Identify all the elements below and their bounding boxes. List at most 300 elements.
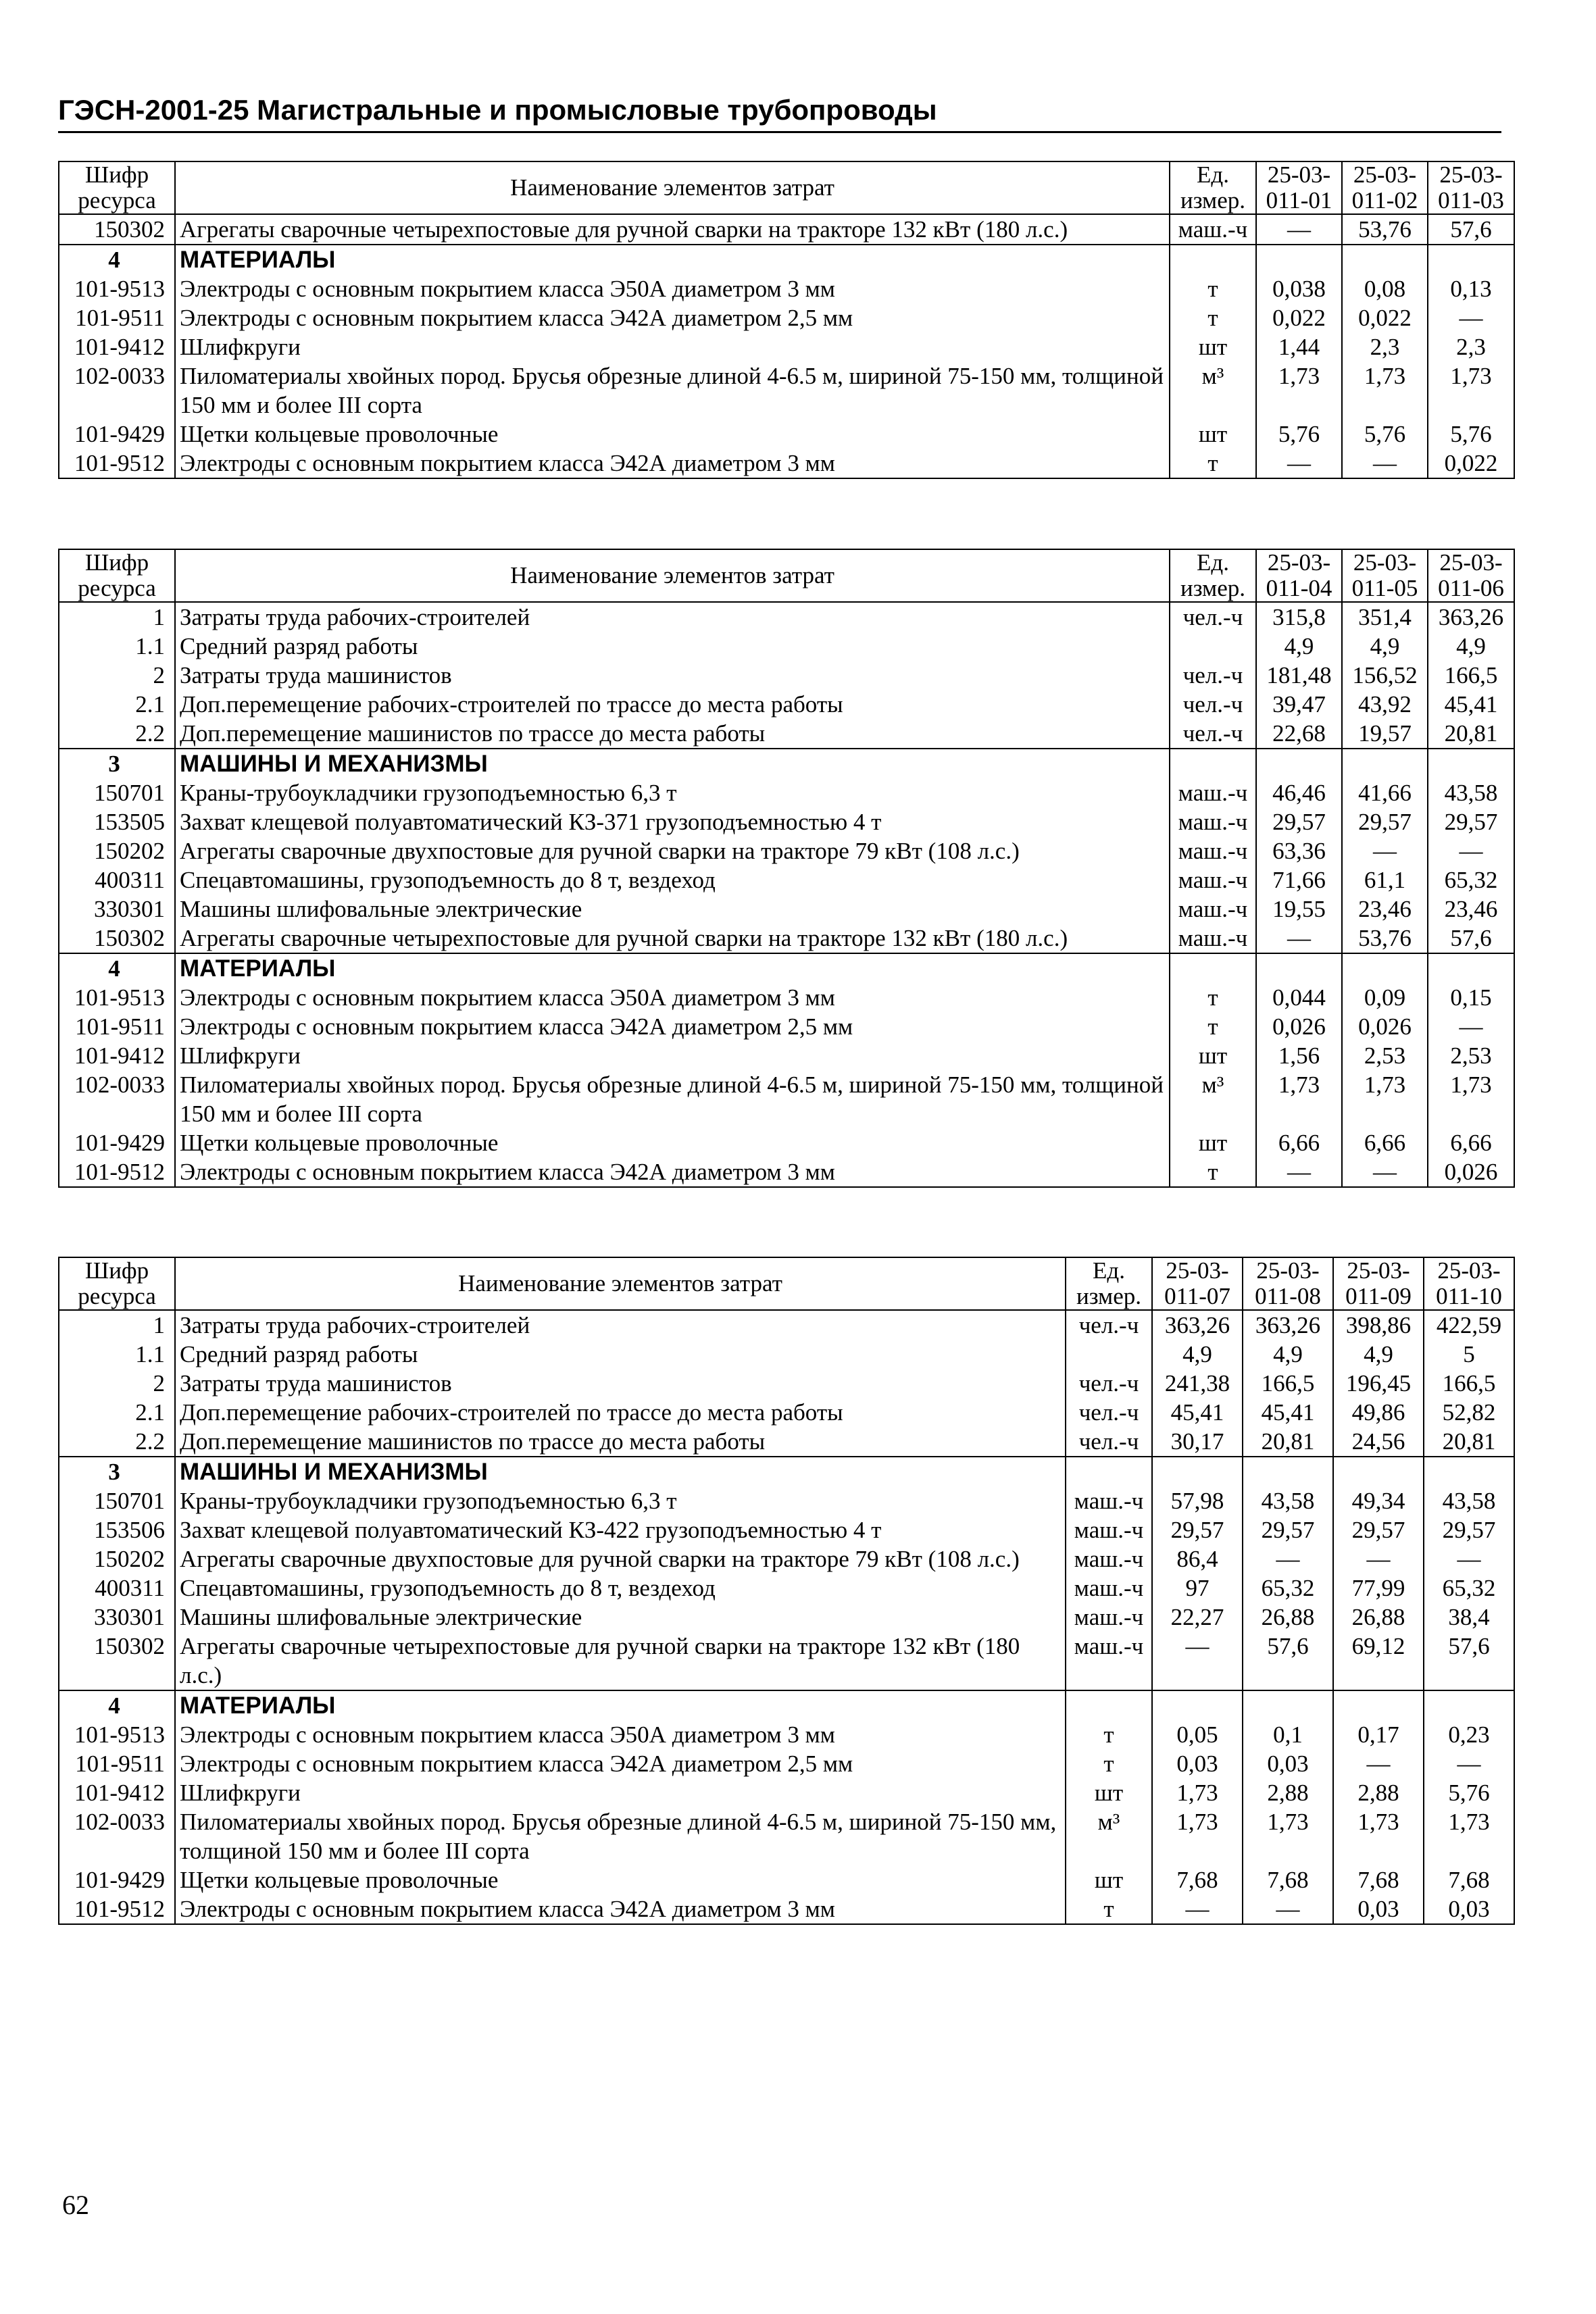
resource-code: 102-0033: [59, 1070, 175, 1128]
value-cell: 241,38: [1152, 1369, 1243, 1398]
resource-code: 150302: [59, 214, 175, 245]
resource-name: Затраты труда рабочих-строителей: [175, 1310, 1066, 1340]
value-cell: 0,038: [1256, 274, 1342, 303]
value-cell: —: [1256, 214, 1342, 245]
norm-column-header: 25-03-011-07: [1152, 1257, 1243, 1310]
value-cell: [1256, 749, 1342, 778]
norm-column-header: 25-03-011-01: [1256, 161, 1342, 214]
unit-cell: шт: [1170, 420, 1256, 449]
resource-name: Шлифкруги: [175, 332, 1170, 361]
resource-name: Электроды с основным покрытием класса Э42А диаметром 3 мм: [175, 449, 1170, 478]
value-cell: 29,57: [1256, 807, 1342, 836]
table-row: [59, 1012, 1514, 1041]
value-cell: 398,86: [1333, 1310, 1424, 1340]
table-row: [59, 1369, 1514, 1398]
value-cell: 1,73: [1152, 1807, 1243, 1865]
value-cell: 63,36: [1256, 836, 1342, 865]
value-cell: 45,41: [1428, 690, 1514, 719]
unit-cell: чел.-ч: [1066, 1398, 1152, 1427]
resource-name: Затраты труда машинистов: [175, 1369, 1066, 1398]
unit-cell: т: [1170, 1157, 1256, 1187]
value-cell: 1,73: [1428, 361, 1514, 420]
table-row: [59, 1603, 1514, 1632]
resource-code: 102-0033: [59, 1807, 175, 1865]
value-cell: 19,55: [1256, 895, 1342, 924]
unit-cell: [1170, 632, 1256, 661]
unit-cell: чел.-ч: [1066, 1369, 1152, 1398]
value-cell: [1243, 1690, 1333, 1720]
value-cell: 4,9: [1152, 1340, 1243, 1369]
value-cell: 22,68: [1256, 719, 1342, 749]
value-cell: 0,03: [1333, 1894, 1424, 1924]
resource-name: Щетки кольцевые проволочные: [175, 1128, 1170, 1157]
resource-name: Электроды с основным покрытием класса Э42А диаметром 3 мм: [175, 1157, 1170, 1187]
page-number: 62: [62, 2190, 89, 2220]
resource-code: 4: [59, 1690, 175, 1720]
value-cell: 20,81: [1428, 719, 1514, 749]
resource-code: 2: [59, 1369, 175, 1398]
value-cell: 29,57: [1333, 1515, 1424, 1544]
section-title: МАТЕРИАЛЫ: [175, 1690, 1066, 1720]
norm-column-header: 25-03-011-03: [1428, 161, 1514, 214]
table-row: [59, 449, 1514, 478]
value-cell: [1428, 749, 1514, 778]
value-cell: 43,58: [1243, 1486, 1333, 1515]
unit-cell: чел.-ч: [1066, 1427, 1152, 1457]
resource-table-2: [58, 549, 1515, 1188]
resource-code: 150701: [59, 778, 175, 807]
resource-code: 1.1: [59, 632, 175, 661]
value-cell: 61,1: [1342, 865, 1428, 895]
table-row: [59, 719, 1514, 749]
resource-name: Средний разряд работы: [175, 1340, 1066, 1369]
value-cell: —: [1424, 1544, 1514, 1574]
value-cell: 45,41: [1152, 1398, 1243, 1427]
value-cell: 43,58: [1428, 778, 1514, 807]
resource-name: Агрегаты сварочные четырехпостовые для ручной сварки на тракторе 132 кВт (180 л.с.): [175, 214, 1170, 245]
norm-column-header: 25-03-011-09: [1333, 1257, 1424, 1310]
resource-name: Пиломатериалы хвойных пород. Брусья обрезные длиной 4-6.5 м, шириной 75-150 мм, толщиной 150 мм и более III сорта: [175, 1807, 1066, 1865]
table-row: [59, 1515, 1514, 1544]
value-cell: 0,022: [1428, 449, 1514, 478]
resource-code: 330301: [59, 1603, 175, 1632]
resource-code: 4: [59, 953, 175, 983]
unit-cell: [1066, 1340, 1152, 1369]
value-cell: —: [1342, 449, 1428, 478]
value-cell: 363,26: [1428, 602, 1514, 632]
resource-name: Агрегаты сварочные четырехпостовые для ручной сварки на тракторе 132 кВт (180 л.с.): [175, 924, 1170, 953]
resource-name: Шлифкруги: [175, 1778, 1066, 1807]
value-cell: 0,03: [1243, 1749, 1333, 1778]
value-cell: 29,57: [1243, 1515, 1333, 1544]
resource-name: Машины шлифовальные электрические: [175, 1603, 1066, 1632]
unit-cell: т: [1066, 1894, 1152, 1924]
resource-code: 101-9512: [59, 1157, 175, 1187]
resource-code: 400311: [59, 1574, 175, 1603]
resource-name: Спецавтомашины, грузоподъемность до 8 т, вездеход: [175, 1574, 1066, 1603]
norm-column-header: 25-03-011-10: [1424, 1257, 1514, 1310]
section-title: МАТЕРИАЛЫ: [175, 953, 1170, 983]
value-cell: 0,026: [1342, 1012, 1428, 1041]
unit-cell: маш.-ч: [1066, 1574, 1152, 1603]
unit-cell: шт: [1170, 1041, 1256, 1070]
code-column-header: Шифр ресурса: [59, 1257, 175, 1310]
unit-cell: чел.-ч: [1170, 719, 1256, 749]
value-cell: 0,1: [1243, 1720, 1333, 1749]
resource-name: Машины шлифовальные электрические: [175, 895, 1170, 924]
resource-name: Захват клещевой полуавтоматический КЗ-422 грузоподъемностью 4 т: [175, 1515, 1066, 1544]
value-cell: 0,13: [1428, 274, 1514, 303]
resource-code: 101-9512: [59, 449, 175, 478]
unit-column-header: Ед. измер.: [1170, 549, 1256, 602]
value-cell: 0,022: [1342, 303, 1428, 332]
resource-code: 4: [59, 245, 175, 274]
unit-cell: т: [1170, 303, 1256, 332]
table-row: [59, 1340, 1514, 1369]
section-title: МАТЕРИАЛЫ: [175, 245, 1170, 274]
resource-table-1: [58, 161, 1515, 479]
table-row: [59, 214, 1514, 245]
resource-name: Доп.перемещение рабочих-строителей по трассе до места работы: [175, 690, 1170, 719]
resource-code: 101-9412: [59, 332, 175, 361]
value-cell: 97: [1152, 1574, 1243, 1603]
resource-name: Электроды с основным покрытием класса Э50А диаметром 3 мм: [175, 274, 1170, 303]
table-row: [59, 1070, 1514, 1128]
value-cell: 49,86: [1333, 1398, 1424, 1427]
unit-cell: маш.-ч: [1170, 836, 1256, 865]
table-row: [59, 1486, 1514, 1515]
value-cell: 2,88: [1243, 1778, 1333, 1807]
resource-code: 101-9513: [59, 983, 175, 1012]
value-cell: 7,68: [1333, 1865, 1424, 1894]
table-row: [59, 361, 1514, 420]
resource-name: Электроды с основным покрытием класса Э42А диаметром 2,5 мм: [175, 1012, 1170, 1041]
value-cell: 2,53: [1428, 1041, 1514, 1070]
value-cell: 65,32: [1428, 865, 1514, 895]
unit-cell: т: [1170, 983, 1256, 1012]
resource-table-3: [58, 1257, 1515, 1925]
resource-name: Краны-трубоукладчики грузоподъемностью 6,3 т: [175, 778, 1170, 807]
unit-cell: маш.-ч: [1066, 1632, 1152, 1690]
resource-code: 2.2: [59, 1427, 175, 1457]
resource-name: Захват клещевой полуавтоматический КЗ-371 грузоподъемностью 4 т: [175, 807, 1170, 836]
unit-cell: шт: [1170, 332, 1256, 361]
value-cell: —: [1152, 1894, 1243, 1924]
resource-code: 2.1: [59, 690, 175, 719]
value-cell: 43,92: [1342, 690, 1428, 719]
value-cell: 19,57: [1342, 719, 1428, 749]
resource-code: 330301: [59, 895, 175, 924]
value-cell: —: [1333, 1544, 1424, 1574]
unit-cell: [1170, 953, 1256, 983]
unit-cell: маш.-ч: [1066, 1603, 1152, 1632]
value-cell: 57,6: [1428, 214, 1514, 245]
value-cell: 57,6: [1243, 1632, 1333, 1690]
resource-name: Щетки кольцевые проволочные: [175, 420, 1170, 449]
resource-name: Затраты труда рабочих-строителей: [175, 602, 1170, 632]
value-cell: 26,88: [1333, 1603, 1424, 1632]
resource-code: 101-9513: [59, 274, 175, 303]
code-column-header: Шифр ресурса: [59, 161, 175, 214]
value-cell: [1333, 1457, 1424, 1486]
value-cell: 1,73: [1424, 1807, 1514, 1865]
value-cell: 2,3: [1428, 332, 1514, 361]
value-cell: 46,46: [1256, 778, 1342, 807]
value-cell: 4,9: [1243, 1340, 1333, 1369]
resource-code: 153505: [59, 807, 175, 836]
value-cell: 1,73: [1152, 1778, 1243, 1807]
value-cell: [1256, 953, 1342, 983]
resource-code: 2.1: [59, 1398, 175, 1427]
table-row: [59, 1574, 1514, 1603]
value-cell: 53,76: [1342, 214, 1428, 245]
resource-code: 101-9429: [59, 420, 175, 449]
value-cell: 4,9: [1333, 1340, 1424, 1369]
value-cell: [1152, 1457, 1243, 1486]
resource-name: Доп.перемещение рабочих-строителей по трассе до места работы: [175, 1398, 1066, 1427]
table-row: [59, 274, 1514, 303]
table-row: [59, 1427, 1514, 1457]
norm-column-header: 25-03-011-02: [1342, 161, 1428, 214]
value-cell: 4,9: [1256, 632, 1342, 661]
table-row: [59, 420, 1514, 449]
value-cell: 29,57: [1424, 1515, 1514, 1544]
unit-cell: маш.-ч: [1170, 895, 1256, 924]
table-row: [59, 1894, 1514, 1924]
table-row: [59, 778, 1514, 807]
value-cell: [1424, 1457, 1514, 1486]
value-cell: 23,46: [1428, 895, 1514, 924]
resource-name: Электроды с основным покрытием класса Э50А диаметром 3 мм: [175, 983, 1170, 1012]
value-cell: 86,4: [1152, 1544, 1243, 1574]
resource-code: 153506: [59, 1515, 175, 1544]
value-cell: 4,9: [1342, 632, 1428, 661]
value-cell: —: [1243, 1894, 1333, 1924]
table-row: [59, 1398, 1514, 1427]
value-cell: 166,5: [1424, 1369, 1514, 1398]
resource-name: Доп.перемещение машинистов по трассе до места работы: [175, 1427, 1066, 1457]
value-cell: 77,99: [1333, 1574, 1424, 1603]
section-row: [59, 749, 1514, 778]
unit-cell: [1170, 749, 1256, 778]
value-cell: —: [1152, 1632, 1243, 1690]
resource-code: 101-9511: [59, 303, 175, 332]
resource-name: Щетки кольцевые проволочные: [175, 1865, 1066, 1894]
value-cell: [1342, 953, 1428, 983]
unit-cell: [1066, 1690, 1152, 1720]
value-cell: 1,73: [1256, 361, 1342, 420]
value-cell: 2,3: [1342, 332, 1428, 361]
resource-code: 1: [59, 1310, 175, 1340]
table-row: [59, 807, 1514, 836]
resource-name: Электроды с основным покрытием класса Э42А диаметром 3 мм: [175, 1894, 1066, 1924]
resource-code: 101-9412: [59, 1778, 175, 1807]
value-cell: 0,23: [1424, 1720, 1514, 1749]
value-cell: 166,5: [1243, 1369, 1333, 1398]
table-row: [59, 983, 1514, 1012]
value-cell: [1333, 1690, 1424, 1720]
value-cell: 6,66: [1428, 1128, 1514, 1157]
value-cell: 0,022: [1256, 303, 1342, 332]
table-row: [59, 303, 1514, 332]
value-cell: [1428, 245, 1514, 274]
value-cell: 45,41: [1243, 1398, 1333, 1427]
value-cell: 53,76: [1342, 924, 1428, 953]
value-cell: 0,15: [1428, 983, 1514, 1012]
value-cell: 43,58: [1424, 1486, 1514, 1515]
value-cell: 5,76: [1342, 420, 1428, 449]
resource-name: Электроды с основным покрытием класса Э42А диаметром 2,5 мм: [175, 303, 1170, 332]
value-cell: 2,88: [1333, 1778, 1424, 1807]
value-cell: 57,6: [1428, 924, 1514, 953]
resource-code: 101-9429: [59, 1128, 175, 1157]
resource-code: 102-0033: [59, 361, 175, 420]
resource-code: 101-9511: [59, 1749, 175, 1778]
value-cell: —: [1428, 836, 1514, 865]
value-cell: [1424, 1690, 1514, 1720]
value-cell: [1428, 953, 1514, 983]
value-cell: [1256, 245, 1342, 274]
unit-cell: маш.-ч: [1066, 1544, 1152, 1574]
unit-cell: чел.-ч: [1066, 1310, 1152, 1340]
value-cell: 5: [1424, 1340, 1514, 1369]
resource-code: 101-9511: [59, 1012, 175, 1041]
table-row: [59, 895, 1514, 924]
unit-cell: маш.-ч: [1170, 807, 1256, 836]
unit-cell: шт: [1066, 1865, 1152, 1894]
resource-code: 2: [59, 661, 175, 690]
value-cell: 0,03: [1152, 1749, 1243, 1778]
table-header-row: [59, 549, 1514, 602]
resource-code: 101-9512: [59, 1894, 175, 1924]
resource-code: 150701: [59, 1486, 175, 1515]
value-cell: 7,68: [1243, 1865, 1333, 1894]
resource-code: 101-9429: [59, 1865, 175, 1894]
section-row: [59, 953, 1514, 983]
value-cell: 22,27: [1152, 1603, 1243, 1632]
table-row: [59, 602, 1514, 632]
table-row: [59, 1310, 1514, 1340]
value-cell: 1,73: [1256, 1070, 1342, 1128]
value-cell: —: [1256, 1157, 1342, 1187]
table-row: [59, 1865, 1514, 1894]
resource-name: Доп.перемещение машинистов по трассе до места работы: [175, 719, 1170, 749]
unit-cell: маш.-ч: [1066, 1515, 1152, 1544]
value-cell: 422,59: [1424, 1310, 1514, 1340]
value-cell: 156,52: [1342, 661, 1428, 690]
value-cell: 315,8: [1256, 602, 1342, 632]
table-row: [59, 1720, 1514, 1749]
value-cell: 0,026: [1256, 1012, 1342, 1041]
value-cell: 181,48: [1256, 661, 1342, 690]
value-cell: 0,05: [1152, 1720, 1243, 1749]
table-row: [59, 1157, 1514, 1187]
resource-code: 150302: [59, 924, 175, 953]
value-cell: —: [1428, 303, 1514, 332]
value-cell: 29,57: [1152, 1515, 1243, 1544]
resource-code: 1.1: [59, 1340, 175, 1369]
value-cell: 0,03: [1424, 1894, 1514, 1924]
value-cell: [1243, 1457, 1333, 1486]
value-cell: 0,09: [1342, 983, 1428, 1012]
value-cell: 1,73: [1342, 1070, 1428, 1128]
unit-cell: м³: [1170, 1070, 1256, 1128]
resource-code: 150202: [59, 836, 175, 865]
unit-cell: маш.-ч: [1066, 1486, 1152, 1515]
table-row: [59, 924, 1514, 953]
unit-cell: маш.-ч: [1170, 924, 1256, 953]
resource-name: Средний разряд работы: [175, 632, 1170, 661]
value-cell: —: [1243, 1544, 1333, 1574]
unit-cell: чел.-ч: [1170, 602, 1256, 632]
value-cell: 2,53: [1342, 1041, 1428, 1070]
table-row: [59, 1749, 1514, 1778]
value-cell: —: [1342, 1157, 1428, 1187]
value-cell: 4,9: [1428, 632, 1514, 661]
value-cell: 351,4: [1342, 602, 1428, 632]
value-cell: 39,47: [1256, 690, 1342, 719]
unit-cell: м³: [1066, 1807, 1152, 1865]
value-cell: 52,82: [1424, 1398, 1514, 1427]
table-row: [59, 632, 1514, 661]
norm-column-header: 25-03-011-05: [1342, 549, 1428, 602]
resource-code: 101-9412: [59, 1041, 175, 1070]
resource-name: Затраты труда машинистов: [175, 661, 1170, 690]
value-cell: 7,68: [1424, 1865, 1514, 1894]
value-cell: 20,81: [1424, 1427, 1514, 1457]
unit-cell: т: [1170, 274, 1256, 303]
resource-code: 150202: [59, 1544, 175, 1574]
value-cell: —: [1256, 924, 1342, 953]
name-column-header: Наименование элементов затрат: [175, 1257, 1066, 1310]
value-cell: 23,46: [1342, 895, 1428, 924]
value-cell: 166,5: [1428, 661, 1514, 690]
value-cell: 49,34: [1333, 1486, 1424, 1515]
value-cell: 7,68: [1152, 1865, 1243, 1894]
resource-name: Агрегаты сварочные четырехпостовые для ручной сварки на тракторе 132 кВт (180 л.с.): [175, 1632, 1066, 1690]
unit-cell: шт: [1170, 1128, 1256, 1157]
value-cell: —: [1428, 1012, 1514, 1041]
value-cell: 196,45: [1333, 1369, 1424, 1398]
value-cell: 5,76: [1424, 1778, 1514, 1807]
section-row: [59, 1457, 1514, 1486]
unit-cell: маш.-ч: [1170, 214, 1256, 245]
value-cell: 0,044: [1256, 983, 1342, 1012]
resource-name: Пиломатериалы хвойных пород. Брусья обрезные длиной 4-6.5 м, шириной 75-150 мм, толщиной 150 мм и более III сорта: [175, 361, 1170, 420]
code-column-header: Шифр ресурса: [59, 549, 175, 602]
resource-name: Краны-трубоукладчики грузоподъемностью 6,3 т: [175, 1486, 1066, 1515]
value-cell: 6,66: [1342, 1128, 1428, 1157]
value-cell: 5,76: [1256, 420, 1342, 449]
value-cell: 65,32: [1424, 1574, 1514, 1603]
value-cell: 24,56: [1333, 1427, 1424, 1457]
resource-name: Пиломатериалы хвойных пород. Брусья обрезные длиной 4-6.5 м, шириной 75-150 мм, толщиной 150 мм и более III сорта: [175, 1070, 1170, 1128]
value-cell: 363,26: [1243, 1310, 1333, 1340]
resource-name: Шлифкруги: [175, 1041, 1170, 1070]
value-cell: [1152, 1690, 1243, 1720]
resource-code: 3: [59, 749, 175, 778]
section-row: [59, 245, 1514, 274]
unit-cell: т: [1066, 1720, 1152, 1749]
resource-code: 150302: [59, 1632, 175, 1690]
resource-name: Агрегаты сварочные двухпостовые для ручной сварки на тракторе 79 кВт (108 л.с.): [175, 836, 1170, 865]
unit-cell: т: [1066, 1749, 1152, 1778]
unit-cell: т: [1170, 449, 1256, 478]
value-cell: [1342, 245, 1428, 274]
unit-cell: чел.-ч: [1170, 661, 1256, 690]
unit-cell: чел.-ч: [1170, 690, 1256, 719]
value-cell: 363,26: [1152, 1310, 1243, 1340]
